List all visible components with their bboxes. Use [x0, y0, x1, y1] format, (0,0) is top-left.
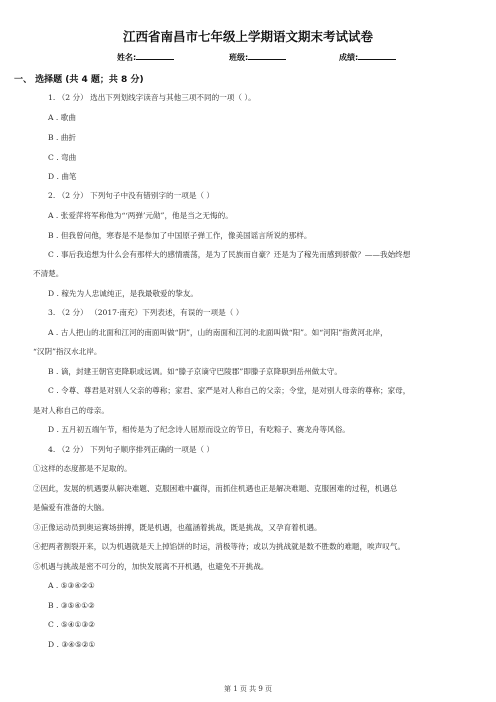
question-2-option-c: C . 事后我追想为什么会有那样大的感情震荡，是为了民族而自豪？还是为了稼先而感到骄傲？——我始终想	[48, 250, 411, 259]
question-3-option-c: C . 令尊、尊君是对别人父亲的尊称；家君、家严是对人称自己的父亲；令堂，是对别人母亲的尊称；家母，	[48, 386, 411, 395]
question-3-stem: 3. （2 分） （2017·南充）下列表述，有误的一项是（ ）	[48, 308, 244, 317]
score-field	[339, 51, 396, 63]
class-blank	[248, 51, 286, 60]
question-4-option-b: B . ③⑤④①②	[48, 601, 95, 610]
question-4-stem: 4. （2 分） 下列句子顺序排列正确的一项是（ ）	[48, 445, 215, 454]
name-field	[117, 51, 174, 63]
name-label: 姓名:	[117, 53, 137, 62]
question-4-option-d: D . ③④⑤②①	[48, 640, 96, 649]
page-footer: 第 1 页 共 9 页	[223, 685, 273, 693]
question-2-option-a: A . 张爱萍将军称他为“‘两弹’元勋”，他是当之无悔的。	[48, 211, 233, 220]
question-3-option-a: A . 古人把山的北面和江河的南面叫做“阴”，山的南面和江河的北面叫做“阳”。如“河阳”指黄河北岸，	[48, 328, 388, 337]
section-heading: 一、 选择题 (共 4 题；共 8 分)	[14, 75, 144, 85]
question-1-stem: 1. （2 分） 选出下列划线字读音与其他三项不同的一项（ ）。	[48, 93, 256, 102]
name-blank	[136, 51, 174, 60]
question-2-stem: 2. （2 分） 下列句子中没有错别字的一项是（ ）	[48, 191, 215, 200]
question-1-option-c: C . 弯曲	[48, 153, 77, 162]
question-3-option-d: D . 五月初五端午节，相传是为了纪念诗人屈原而设立的节日，有吃粽子、赛龙舟等风俗。	[48, 425, 350, 434]
question-3-option-c-continued: 是对人称自己的母亲。	[33, 406, 109, 415]
question-3-option-a-continued: “汉阴”指汉水北岸。	[33, 347, 102, 356]
question-1-option-b: B . 曲折	[48, 133, 77, 142]
question-4-sentence-2-continued: 是偏爱有准备的大脑。	[33, 503, 109, 512]
score-blank	[358, 51, 396, 60]
score-label: 成绩:	[339, 53, 359, 62]
question-4-option-c: C . ⑤④①③②	[48, 620, 96, 629]
class-label: 班级:	[229, 53, 249, 62]
exam-title: 江西省南昌市七年级上学期语文期末考试试卷	[122, 29, 373, 44]
question-2-option-d: D . 稼先为人忠诚纯正，是我最敬爱的挚友。	[48, 289, 199, 298]
question-4-sentence-5: ⑤机遇与挑战是密不可分的，加快发展离不开机遇，也避免不开挑战。	[33, 562, 269, 571]
question-4-option-a: A . ⑤③④②①	[48, 581, 95, 590]
class-field	[229, 51, 286, 63]
question-1-option-a: A . 歌曲	[48, 113, 76, 122]
question-4-sentence-4: ④把两者割裂开来，以为机遇就是天上掉馅饼的时运，消极等待；或以为挑战就是数不胜数的难题，唉声叹气。	[33, 542, 406, 551]
question-1-option-d: D . 曲笔	[48, 172, 77, 181]
question-3-option-b: B . 谪，封建王朝官吏降职或远调。如“滕子京谪守巴陵郡”即滕子京降职到岳州做太守。	[48, 367, 342, 376]
question-4-sentence-2: ②因此，发展的机遇要从解决难题、克服困难中赢得，而抓住机遇也正是解决难题、克服困难的过程，机遇总	[33, 484, 398, 493]
question-2-option-b: B . 但我曾问他，寒春是不是参加了中国原子弹工作，像美国谣言所说的那样。	[48, 231, 312, 240]
question-4-sentence-1: ①这样的态度都是不足取的。	[33, 464, 132, 473]
question-4-sentence-3: ③正像运动员到奥运赛场拼搏，既是机遇，也蕴涵着挑战，既是挑战，又孕育着机遇。	[33, 523, 322, 532]
question-2-option-c-continued: 不清楚。	[33, 269, 64, 278]
